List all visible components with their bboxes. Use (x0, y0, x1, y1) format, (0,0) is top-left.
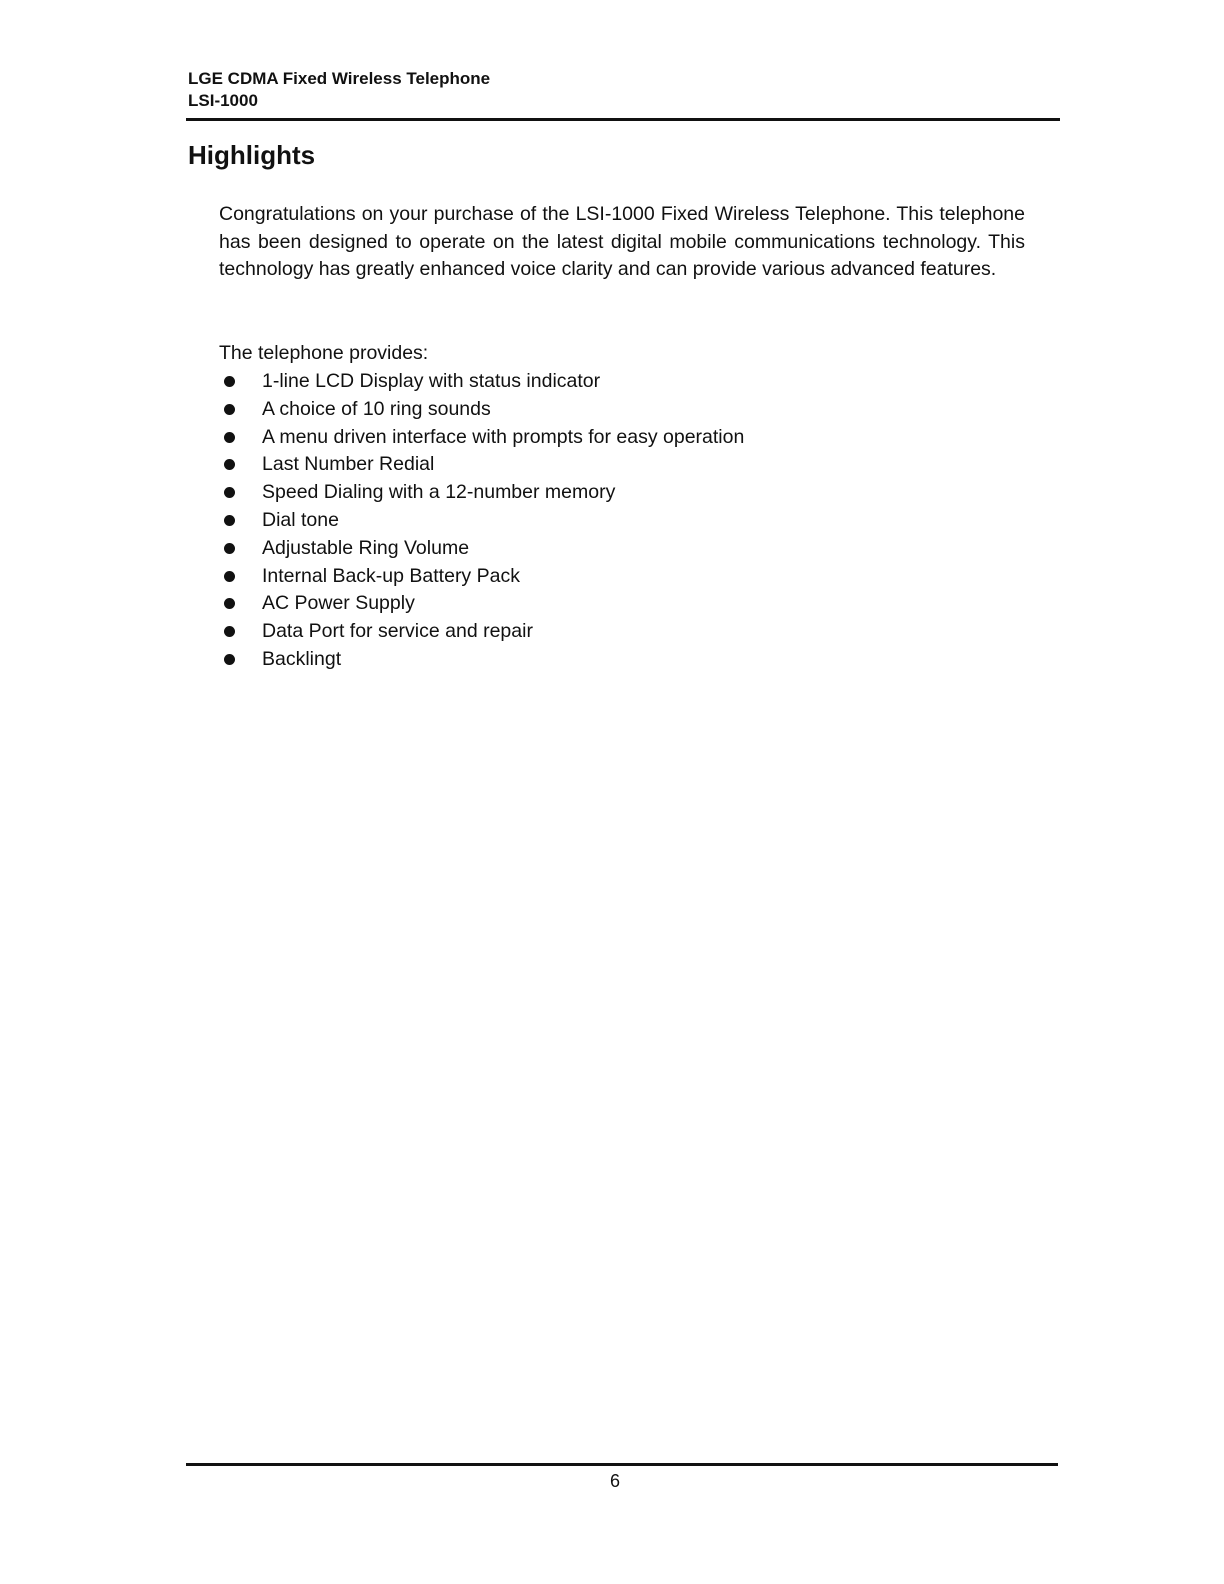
bullet-icon (224, 376, 235, 387)
feature-text: Data Port for service and repair (262, 620, 533, 643)
feature-text: Backlingt (262, 647, 342, 670)
bullet-icon (224, 432, 235, 443)
bullet-icon (224, 626, 235, 637)
intro-paragraph: Congratulations on your purchase of the LSI-1000 Fixed Wireless Telephone. This telephone has been designed to operate on the latest digital mobile communications technology. This technology has greatly enhanced voice clarity and can provide various advanced features. (219, 203, 1025, 280)
bullet-icon (224, 487, 235, 498)
feature-text: 1-line LCD Display with status indicator (262, 370, 601, 392)
features-intro-label: The telephone provides: (219, 342, 429, 364)
feature-text: Last Number Redial (262, 453, 435, 476)
bullet-icon (224, 654, 235, 665)
bullet-icon (224, 598, 235, 609)
header-model-number: LSI-1000 (188, 91, 258, 110)
bullet-icon (224, 543, 235, 554)
header-product-line: LGE CDMA Fixed Wireless Telephone (188, 69, 491, 88)
feature-text: Dial tone (262, 508, 339, 531)
feature-text: A menu driven interface with prompts for easy operation (262, 425, 745, 448)
bullet-icon (224, 571, 235, 582)
section-title: Highlights (188, 140, 316, 170)
footer-divider (186, 1463, 1058, 1466)
header-divider (186, 118, 1060, 121)
bullet-icon (224, 515, 235, 526)
feature-text: AC Power Supply (262, 592, 415, 615)
page-number: 6 (609, 1471, 620, 1491)
feature-text: Speed Dialing with a 12-number memory (262, 481, 616, 504)
bullet-icon (224, 459, 235, 470)
feature-text: A choice of 10 ring sounds (262, 397, 491, 420)
feature-text: Adjustable Ring Volume (262, 536, 470, 559)
running-header (188, 68, 490, 112)
bullet-icon (224, 404, 235, 415)
feature-text: Internal Back-up Battery Pack (262, 564, 520, 587)
